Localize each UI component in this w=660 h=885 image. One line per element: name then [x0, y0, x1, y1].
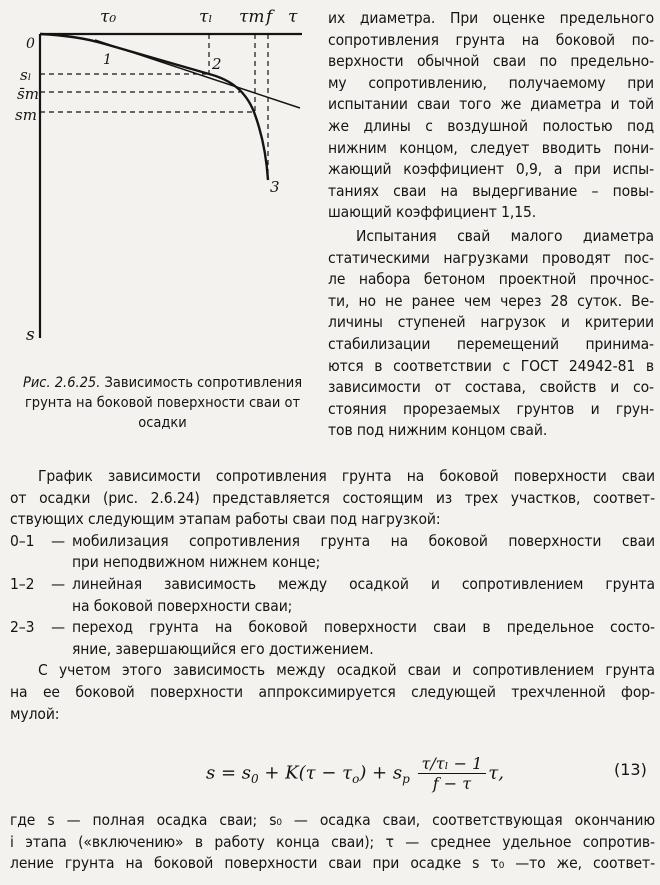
paragraph-line: жающий коэффициент 0,9, а при испы-: [328, 160, 654, 179]
formula-o-sub: o: [352, 772, 360, 787]
formula-fraction: [418, 754, 487, 793]
zero-label: 0: [26, 36, 35, 52]
point-3-label: 3: [270, 178, 280, 196]
paragraph-line: же длины с воздушной полостью под: [328, 116, 654, 135]
stage-line: линейная зависимость между осадкой и сопротивлением грунта: [72, 574, 655, 593]
paragraph-line: ле набора бетоном проектной прочнос-: [328, 270, 654, 289]
tau-label: τ: [288, 7, 298, 27]
formula-denominator: f − τ: [432, 774, 472, 793]
formula-k-part: + K(τ − τ: [258, 762, 353, 784]
paragraph-line: стабилизации перемещений принима-: [328, 334, 654, 353]
paragraph-line: от осадки (рис. 2.6.24) представляется состоящим из трех участков, соответ-: [10, 488, 655, 507]
tail-text: [10, 810, 655, 875]
paragraph-line: зависимости от состава, свойств и со-: [328, 378, 654, 397]
paragraph-line: испытании сваи того же диаметра и той: [328, 95, 654, 114]
paragraph-line: Испытания свай малого диаметра: [356, 226, 654, 245]
stage-item: [10, 617, 655, 660]
stage-key: 0–1: [10, 531, 35, 550]
paragraph-line: ти, но не ранее чем через 28 суток. Ве-: [328, 291, 654, 310]
paragraph-line: График зависимости сопротивления грунта на боковой поверхности сваи: [38, 467, 655, 485]
stage-line: на боковой поверхности сваи;: [72, 596, 293, 615]
tau-l-label: τₗ: [199, 7, 213, 27]
paragraph-line: С учетом этого зависимость между осадкой сваи и сопротивлением грунта: [38, 661, 655, 680]
paragraph-line: мулой:: [10, 704, 60, 723]
paragraph-line: ются в соответствии с ГОСТ 24942-81 в: [328, 356, 654, 375]
stage-line: переход грунта на боковой поверхности сваи в предельное состо-: [72, 618, 655, 637]
stage-line: яние, завершающийся его достижением.: [72, 639, 374, 658]
formula-sp-part: ) + s: [359, 762, 403, 784]
tau0-label: τ₀: [100, 7, 117, 27]
formula-s0-sub: 0: [251, 772, 259, 787]
paragraph-line: нижним концом, следует вводить пони-: [328, 138, 654, 157]
stage-line: при неподвижном нижнем конце;: [72, 553, 321, 572]
stage-item: [10, 574, 655, 617]
formula-p-sub: p: [402, 772, 410, 787]
s-m-hat-label: s̄m: [17, 85, 39, 103]
resistance-curve: [40, 34, 268, 180]
formula-numerator: τ/τₗ − 1: [418, 754, 487, 774]
body-text: [10, 466, 655, 725]
paragraph-line: i этапа («включению» в работу конца сваи); τ — среднее удельное сопротив-: [10, 832, 655, 851]
paragraph-line: му сопротивлению, получаемому при: [328, 73, 654, 92]
paragraph-line: шающий коэффициент 1,15.: [328, 203, 537, 222]
stage-dash: —: [51, 618, 65, 637]
paragraph-line: на ее боковой поверхности аппроксимируется следующей трехчленной фор-: [10, 682, 655, 701]
point-2-label: 2: [212, 55, 222, 73]
paragraph-line: тов под нижним концом свай.: [328, 421, 548, 440]
formula-13: [0, 740, 660, 804]
figure-caption: [10, 373, 315, 433]
s-l-label: sₗ: [20, 66, 32, 84]
paragraph-line: сопротивления грунта на боковой по-: [328, 30, 654, 49]
formula-lhs: s = s: [206, 762, 251, 784]
stage-key: 1–2: [10, 574, 35, 593]
paragraph-line: где s — полная осадка сваи; s₀ — осадка сваи, соответствующая окончанию: [10, 811, 655, 829]
stage-item: [10, 531, 655, 574]
paragraph-line: их диаметра. При оценке предельного: [328, 9, 654, 27]
stage-dash: —: [51, 531, 65, 550]
paragraph-line: верхности обычной сваи по предельно-: [328, 52, 654, 71]
right-column-text: [328, 8, 654, 442]
s-axis-label: s: [26, 325, 35, 345]
stage-dash: —: [51, 574, 65, 593]
point-1-label: 1: [103, 52, 112, 68]
paragraph-line: статическими нагрузками проводят пос-: [328, 248, 654, 267]
paragraph-line: таниях сваи на выдергивание – повы-: [328, 181, 654, 200]
formula-tail: τ,: [488, 762, 504, 784]
f-label: f: [266, 7, 273, 27]
stage-line: мобилизация сопротивления грунта на боковой поверхности сваи: [72, 531, 655, 550]
paragraph-line: ствующих следующим этапам работы сваи под нагрузкой:: [10, 510, 441, 529]
caption-text: Зависимость сопротивления грунта на боковой поверхности сваи от осадки: [24, 375, 303, 431]
tau-m-label: τm: [239, 7, 265, 27]
equation-number: (13): [614, 760, 647, 779]
caption-label: Рис. 2.6.25.: [22, 375, 101, 391]
paragraph-line: стояния прорезаемых грунтов и грун-: [328, 399, 654, 418]
s-m-label: sm: [15, 106, 37, 124]
stage-key: 2–3: [10, 618, 35, 637]
paragraph-line: личины ступеней нагрузок и критерии: [328, 313, 654, 332]
paragraph-line: ление грунта на боковой поверхности сваи при осадке s τ₀ —то же, соответ-: [10, 854, 655, 873]
